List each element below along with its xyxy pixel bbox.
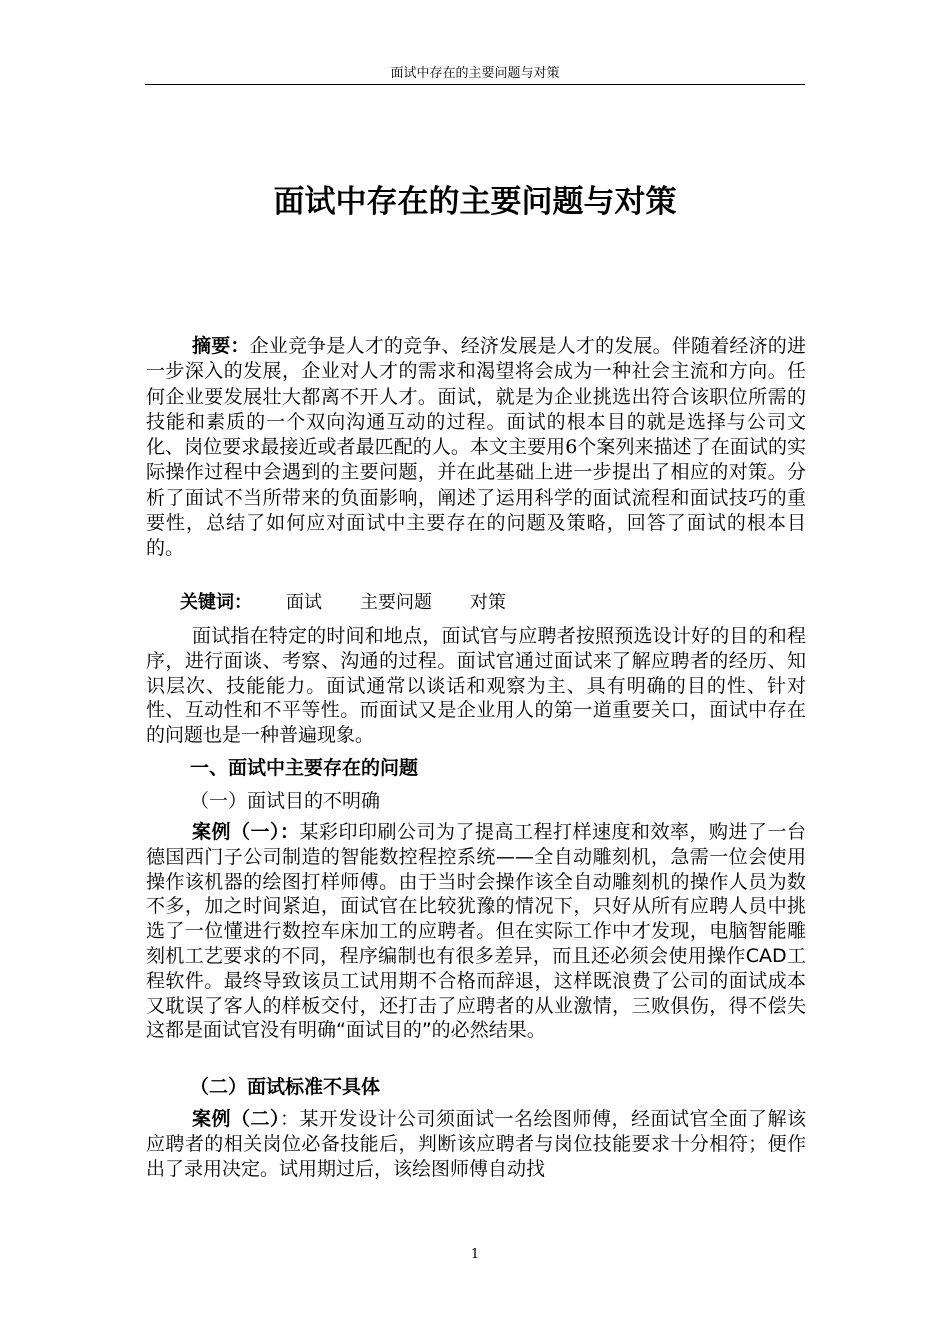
abstract-label: 摘要： xyxy=(192,335,250,357)
subsection-heading-text: （一）面试目的不明确 xyxy=(190,790,381,812)
case-text: 某彩印印刷公司为了提高工程打样速度和效率，购进了一台德国西门子公司制造的智能数控程控系统——全自动雕刻机，急需一位会使用操作该机器的绘图打样师傅。由于当时会操作该全自动雕刻机的操作人员为数不多，加之时间紧迫，面试官在比较犹豫的情况下，只好从所有应聘人员中挑选了一位懂进行数控车床加工的应聘者。但在实际工作中才发现，电脑智能雕刻机工艺要求的不同，程序编制也有很多差异，而且还必须会使用操作CAD工程软件。最终导致该员工试用期不合格而辞退，这样既浪费了公司的面试成本又耽误了客人的样板交付，还打击了应聘者的从业激情，三败俱伤，得不偿失这都是面试官没有明确“面试目的”的必然结果。 xyxy=(146,821,806,1042)
subsection-heading xyxy=(190,788,380,814)
page-number: 1 xyxy=(470,1247,480,1262)
keywords-line xyxy=(180,590,544,616)
case-text: ：某开发设计公司须面试一名绘图师傅，经面试官全面了解该应聘者的相关岗位必备技能后，判断该应聘者与岗位技能要求十分相符；便作出了录用决定。试用期过后，该绘图师傅自动找 xyxy=(146,1108,806,1180)
abstract-paragraph xyxy=(146,334,806,562)
keyword-item: 面试 xyxy=(286,592,322,613)
running-header: 面试中存在的主要问题与对策 xyxy=(390,66,560,81)
case-paragraph xyxy=(146,1107,806,1181)
case-label: 案例（二） xyxy=(192,1108,280,1130)
document-title: 面试中存在的主要问题与对策 xyxy=(273,184,677,220)
subsection-heading: （二）面试标准不具体 xyxy=(190,1076,381,1098)
section-heading: 一、面试中主要存在的问题 xyxy=(190,757,419,779)
keyword-item: 主要问题 xyxy=(360,592,432,613)
case-paragraph xyxy=(146,820,806,1043)
header-divider xyxy=(145,84,805,85)
keywords-label: 关键词： xyxy=(180,592,252,613)
keyword-item: 对策 xyxy=(470,592,506,613)
intro-paragraph: 面试指在特定的时间和地点，面试官与应聘者按照预选设计好的目的和程序，进行面谈、考察、沟通的过程。面试官通过面试来了解应聘者的经历、知识层次、技能能力。面试通常以谈话和观察为主、具有明确的目的性、针对性、互动性和不平等性。而面试又是企业用人的第一道重要关口，面试中存在的问题也是一种普遍现象。 xyxy=(146,625,806,747)
abstract-text: 企业竞争是人才的竞争、经济发展是人才的发展。伴随着经济的进一步深入的发展，企业对人才的需求和渴望将会成为一种社会主流和方向。任何企业要发展壮大都离不开人才。面试，就是为企业挑选出符合该职位所需的技能和素质的一个双向沟通互动的过程。面试的根本目的就是选择与公司文化、岗位要求最接近或者最匹配的人。本文主要用6个案列来描述了在面试的实际操作过程中会遇到的主要问题，并在此基础上进一步提出了相应的对策。分析了面试不当所带来的负面影响，阐述了运用科学的面试流程和面试技巧的重要性，总结了如何应对面试中主要存在的问题及策略，回答了面试的根本目的。 xyxy=(146,335,806,560)
case-label: 案例（一）： xyxy=(192,821,300,843)
